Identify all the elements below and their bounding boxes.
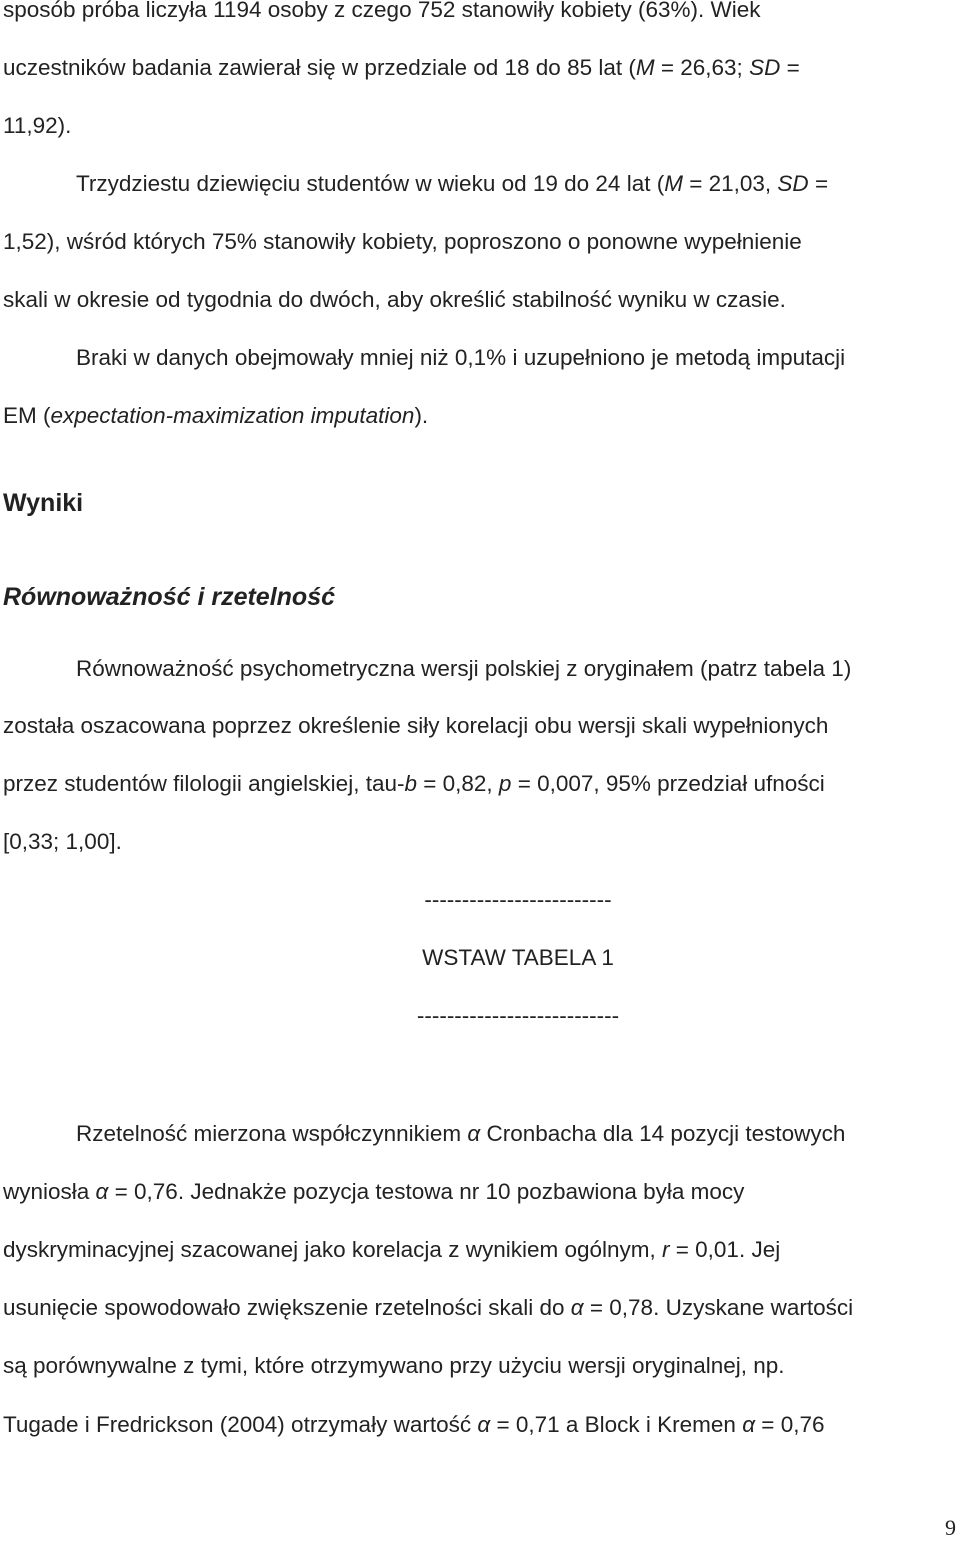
- body-text-line: EM (expectation-maximization imputation).: [3, 403, 429, 428]
- table-placeholder-label: WSTAW TABELA 1: [422, 945, 614, 970]
- body-text-line: przez studentów filologii angielskiej, tau-b = 0,82, p = 0,007, 95% przedział ufności: [3, 771, 825, 796]
- paragraph-first-line: Braki w danych obejmowały mniej niż 0,1% i uzupełniono je metodą imputacji: [76, 345, 846, 370]
- table-placeholder-rule-top: -------------------------: [424, 887, 612, 912]
- body-text-line: skali w okresie od tygodnia do dwóch, aby określić stabilność wyniku w czasie.: [3, 287, 786, 312]
- body-text-line: są porównywalne z tymi, które otrzymywano przy użyciu wersji oryginalnej, np.: [3, 1353, 785, 1378]
- body-text-line: wyniosła α = 0,76. Jednakże pozycja testowa nr 10 pozbawiona była mocy: [3, 1179, 745, 1204]
- body-text-line: 11,92).: [3, 113, 72, 138]
- paragraph-first-line: Trzydziestu dziewięciu studentów w wieku od 19 do 24 lat (M = 21,03, SD =: [76, 171, 829, 196]
- body-text-line: Tugade i Fredrickson (2004) otrzymały wartość α = 0,71 a Block i Kremen α = 0,76: [3, 1412, 825, 1437]
- body-text-line: [0,33; 1,00].: [3, 829, 122, 854]
- paragraph-first-line: Równoważność psychometryczna wersji polskiej z oryginałem (patrz tabela 1): [76, 656, 852, 681]
- table-placeholder-rule-bottom: ---------------------------: [416, 1003, 620, 1028]
- body-text-line: sposób próba liczyła 1194 osoby z czego 752 stanowiły kobiety (63%). Wiek: [3, 0, 761, 22]
- body-text-line: 1,52), wśród których 75% stanowiły kobiety, poproszono o ponowne wypełnienie: [3, 229, 802, 254]
- section-heading: Wyniki: [3, 489, 84, 517]
- body-text-line: usunięcie spowodowało zwiększenie rzetelności skali do α = 0,78. Uzyskane wartości: [3, 1295, 854, 1320]
- body-text-line: została oszacowana poprzez określenie siły korelacji obu wersji skali wypełnionych: [3, 713, 829, 738]
- body-text-line: dyskryminacyjnej szacowanej jako korelacja z wynikiem ogólnym, r = 0,01. Jej: [3, 1237, 781, 1262]
- subsection-heading: Równoważność i rzetelność: [3, 583, 336, 611]
- paragraph-first-line: Rzetelność mierzona współczynnikiem α Cronbacha dla 14 pozycji testowych: [76, 1121, 846, 1146]
- body-text-line: uczestników badania zawierał się w przedziale od 18 do 85 lat (M = 26,63; SD =: [3, 55, 800, 80]
- page-number: 9: [945, 1515, 956, 1540]
